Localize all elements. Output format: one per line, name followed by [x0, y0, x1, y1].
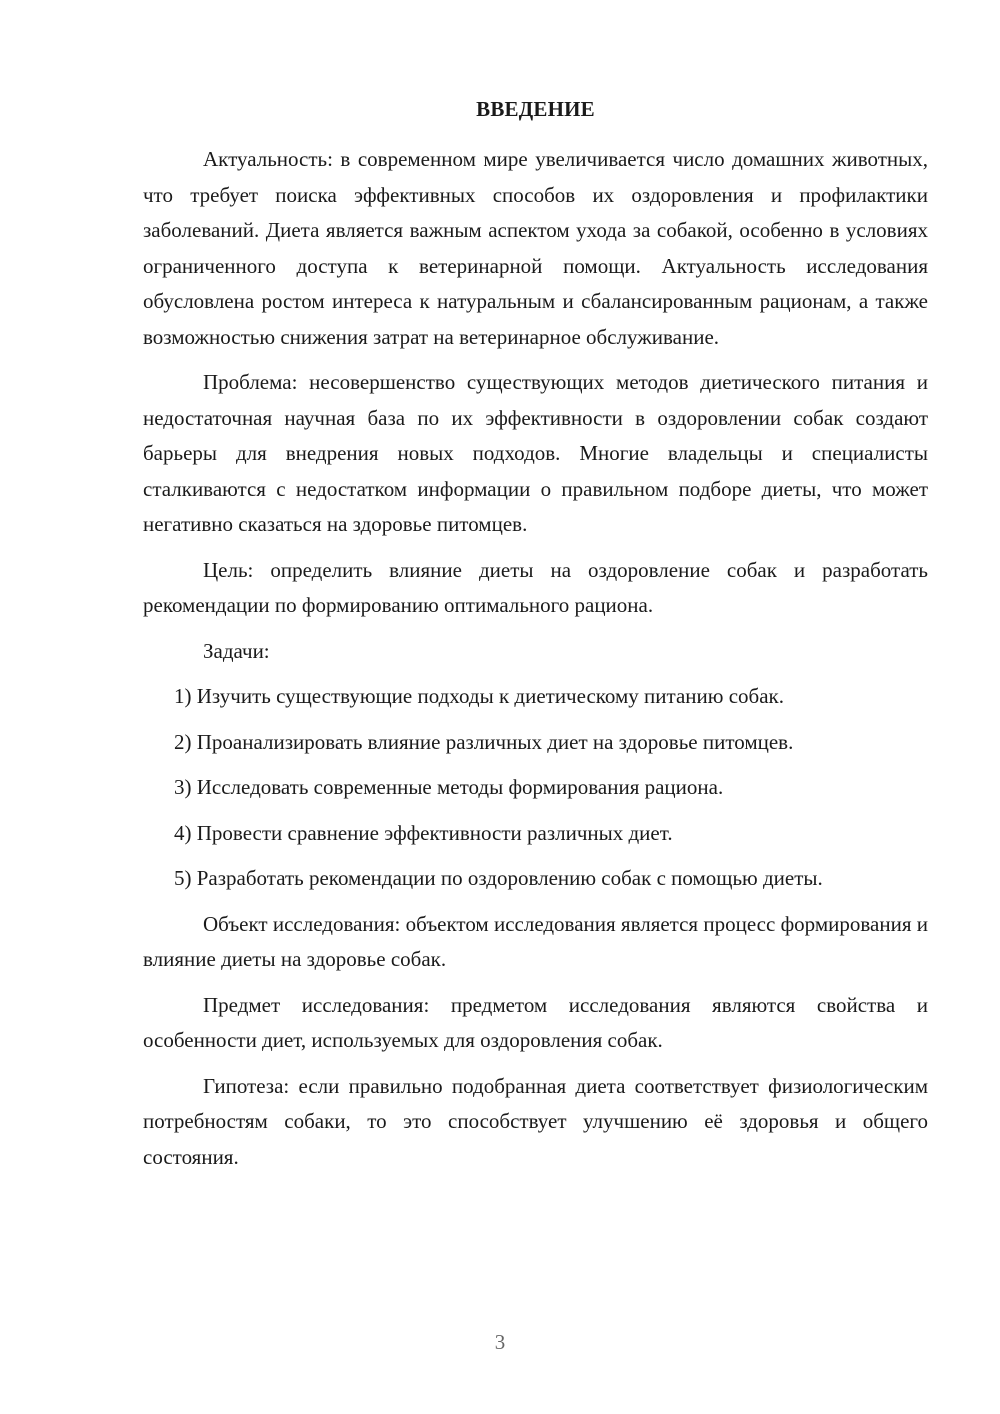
section-title: ВВЕДЕНИЕ: [476, 97, 595, 121]
tasks-list: [143, 679, 928, 897]
task-item-1: 1) Изучить существующие подходы к диетическому питанию собак.: [174, 684, 784, 708]
paragraph-problem: Проблема: несовершенство существующих методов диетического питания и недостаточная научная база по их эффективности в оздоровлении собак создают барьеры для внедрения новых подходов. Многие владельцы и специалисты сталкиваются с недостатком информации о правильном подборе диеты, что может негативно сказаться на здоровье питомцев.: [143, 370, 928, 536]
paragraph-relevance: Актуальность: в современном мире увеличивается число домашних животных, что требует поиска эффективных способов их оздоровления и профилактики заболеваний. Диета является важным аспектом ухода за собакой, особенно в условиях ограниченного доступа к ветеринарной помощи. Актуальность исследования обусловлена ростом интереса к натуральным и сбалансированным рационам, а также возможностью снижения затрат на ветеринарное обслуживание.: [143, 147, 928, 349]
task-item-4: 4) Провести сравнение эффективности различных диет.: [174, 820, 673, 845]
paragraph-object: Объект исследования: объектом исследования является процесс формирования и влияние диеты на здоровье собак.: [143, 911, 928, 971]
task-item-2: 2) Проанализировать влияние различных диет на здоровье питомцев.: [174, 729, 794, 754]
paragraph-goal: Цель: определить влияние диеты на оздоровление собак и разработать рекомендации по формированию оптимального рациона.: [143, 557, 928, 617]
paragraph-subject: Предмет исследования: предметом исследования являются свойства и особенности диет, используемых для оздоровления собак.: [143, 992, 928, 1052]
tasks-heading: Задачи:: [203, 638, 270, 663]
page-number: 3: [494, 1330, 506, 1354]
task-item-5: 5) Разработать рекомендации по оздоровлению собак с помощью диеты.: [174, 866, 823, 890]
task-item-3: 3) Исследовать современные методы формирования рациона.: [174, 775, 724, 799]
document-page: [143, 92, 928, 1185]
paragraph-hypothesis: Гипотеза: если правильно подобранная диета соответствует физиологическим потребностям собаки, то это способствует улучшению её здоровья и общего состояния.: [143, 1073, 928, 1169]
